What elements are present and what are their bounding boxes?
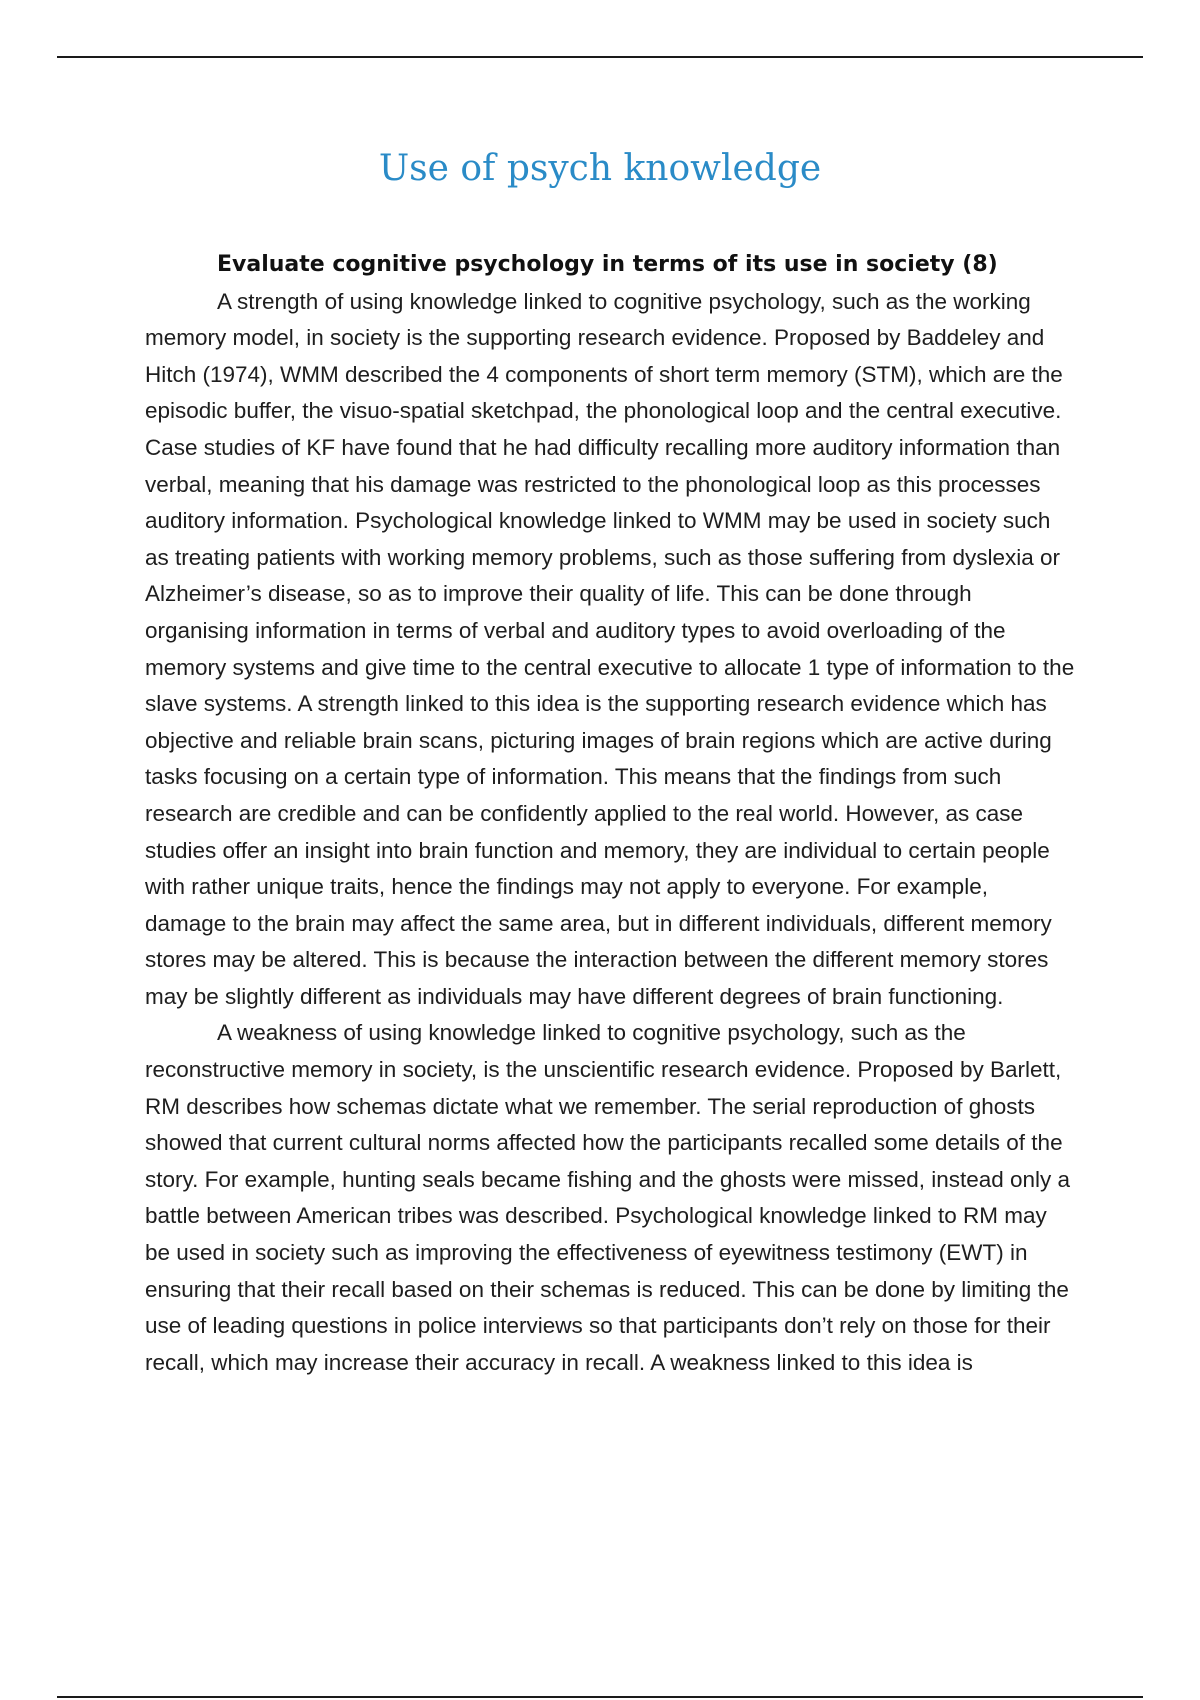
page-title: Use of psych knowledge bbox=[378, 148, 822, 189]
paragraph-weakness: A weakness of using knowledge linked to cognitive psychology, such as the reconstructive memory in society, is the unscientific research evidence. Proposed by Barlett, RM describes how schemas dictate what we remember. The serial reproduction of ghosts showed that current cultural norms affected how the participants recalled some details of the story. For example, hunting seals became fishing and the ghosts were missed, instead only a battle between American tribes was described. Psychological knowledge linked to RM may be used in society such as improving the effectiveness of eyewitness testimony (EWT) in ensuring that their recall based on their schemas is reduced. This can be done by limiting the use of leading questions in police interviews so that participants don’t rely on those for their recall, which may increase their accuracy in recall. A weakness linked to this idea is bbox=[145, 1020, 1071, 1375]
top-divider bbox=[57, 56, 1143, 58]
paragraph-strength: A strength of using knowledge linked to cognitive psychology, such as the working memory model, in society is the supporting research evidence. Proposed by Baddeley and Hitch (1974), WMM described the 4 components of short term memory (STM), which are the episodic buffer, the visuo-spatial sketchpad, the phonological loop and the central executive. Case studies of KF have found that he had difficulty recalling more auditory information than verbal, meaning that his damage was restricted to the phonological loop as this processes auditory information. Psychological knowledge linked to WMM may be used in society such as treating patients with working memory problems, such as those suffering from dyslexia or Alzheimer’s disease, so as to improve their quality of life. This can be done through organising information in terms of verbal and auditory types to avoid overloading of the memory systems and give time to the central executive to allocate 1 type of information to the slave systems. A strength linked to this idea is the supporting research evidence which has objective and reliable brain scans, picturing images of brain regions which are active during tasks focusing on a certain type of information. This means that the findings from such research are credible and can be confidently applied to the real world. However, as case studies offer an insight into brain function and memory, they are individual to certain people with rather unique traits, hence the findings may not apply to everyone. For example, damage to the brain may affect the same area, but in different individuals, different memory stores may be altered. This is because the interaction between the different memory stores may be slightly different as individuals may have different degrees of brain functioning. bbox=[145, 288, 1075, 1009]
document-body bbox=[145, 247, 1075, 1381]
bottom-divider bbox=[57, 1696, 1143, 1698]
question-heading: Evaluate cognitive psychology in terms of its use in society (8) bbox=[217, 252, 998, 277]
